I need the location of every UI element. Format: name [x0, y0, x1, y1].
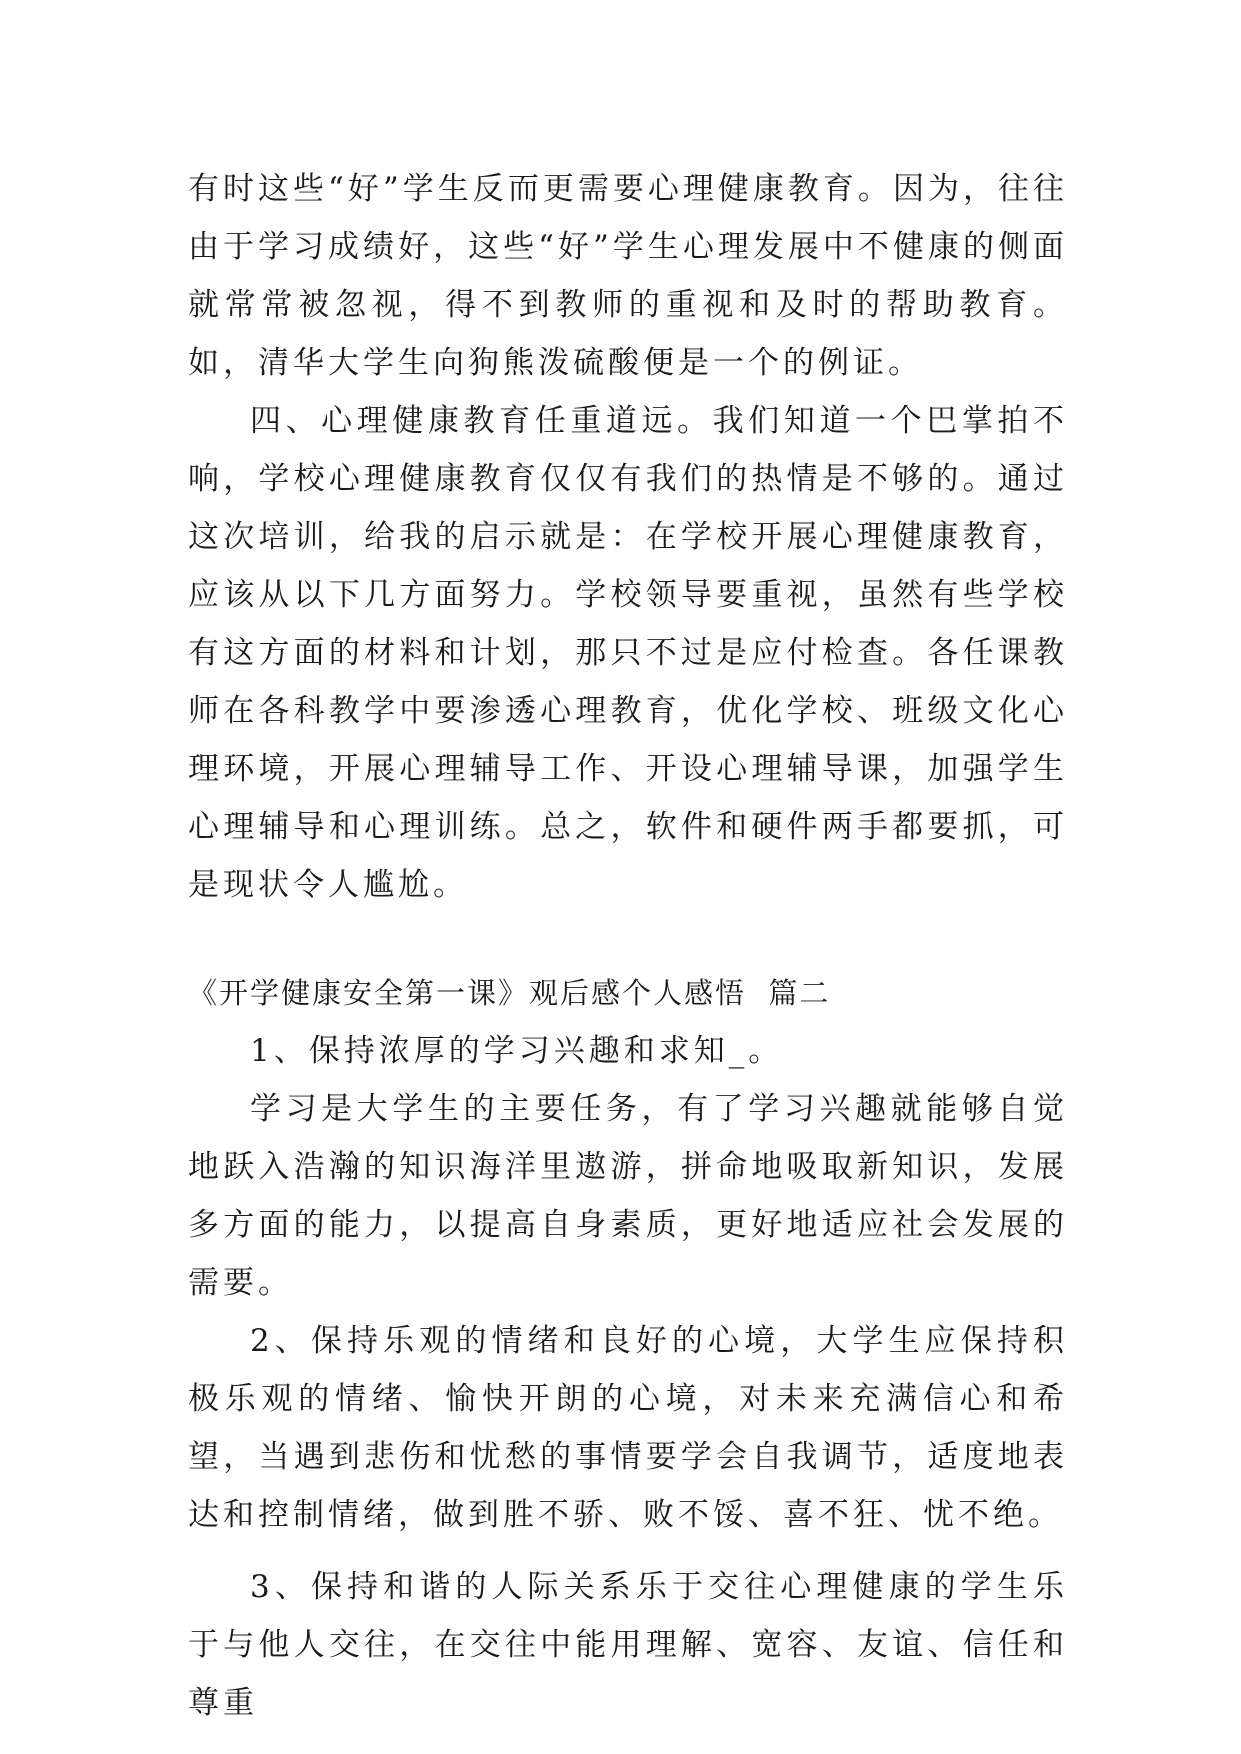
paragraph-section-four: 四、心理健康教育任重道远。我们知道一个巴掌拍不响，学校心理健康教育仅仅有我们的热情是不够的。通过这次培训，给我的启示就是：在学校开展心理健康教育，应该从以下几方面努力。学校领导要重视，虽然有些学校有这方面的材料和计划，那只不过是应付检查。各任课教师在各科教学中要渗透心理教育，优化学校、班级文化心理环境，开展心理辅导工作、开设心理辅导课，加强学生心理辅导和心理训练。总之，软件和硬件两手都要抓，可是现状令人尴尬。	[188, 403, 1068, 903]
paragraph-point-two: 2、保持乐观的情绪和良好的心境，大学生应保持积极乐观的情绪、愉快开朗的心境，对未来充满信心和希望，当遇到悲伤和忧愁的事情要学会自我调节，适度地表达和控制情绪，做到胜不骄、败不馁、喜不狂、忧不绝。	[188, 1323, 1068, 1533]
section-title: 《开学健康安全第一课》观后感个人感悟 篇二	[188, 976, 831, 1010]
document-body	[188, 160, 1068, 1732]
paragraph-point-one: 1、保持浓厚的学习兴趣和求知_。	[250, 1033, 784, 1069]
paragraph-continuation: 有时这些“好”学生反而更需要心理健康教育。因为，往往由于学习成绩好，这些“好”学生心理发展中不健康的侧面就常常被忽视，得不到教师的重视和及时的帮助教育。如，清华大学生向狗熊泼硫酸便是一个的例证。	[188, 171, 1068, 381]
paragraph-point-three: 3、保持和谐的人际关系乐于交往心理健康的学生乐于与他人交往，在交往中能用理解、宽容、友谊、信任和尊重	[188, 1569, 1068, 1721]
paragraph-study-interest: 学习是大学生的主要任务，有了学习兴趣就能够自觉地跃入浩瀚的知识海洋里遨游，拼命地吸取新知识，发展多方面的能力，以提高自身素质，更好地适应社会发展的需要。	[188, 1091, 1068, 1301]
